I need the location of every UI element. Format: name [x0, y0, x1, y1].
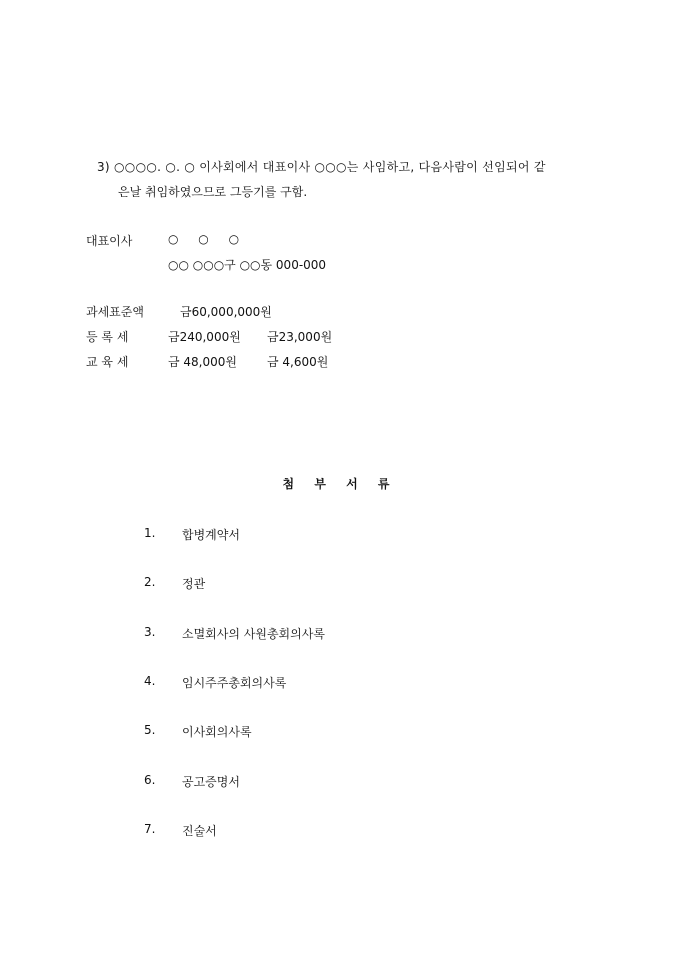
tax-label: 등 록 세 — [86, 330, 129, 344]
representative-label: 대표이사 — [86, 234, 133, 248]
attachment-item: 이사회의사록 — [182, 725, 252, 739]
attachment-item: 임시주주총회의사록 — [182, 676, 287, 690]
tax-row-registration — [86, 328, 332, 345]
tax-label: 교 육 세 — [86, 355, 129, 369]
tax-label: 과세표준액 — [86, 305, 144, 319]
attachment-number: 6. — [144, 773, 156, 787]
tax-row-education — [86, 353, 328, 370]
tax-row-base — [86, 303, 279, 320]
attachment-number: 4. — [144, 674, 156, 688]
attachments-title: 첨 부 서 류 — [282, 477, 398, 491]
attachment-item: 진술서 — [182, 824, 217, 838]
attachment-number: 1. — [144, 526, 156, 540]
resolution-paragraph — [97, 155, 637, 205]
attachment-number: 5. — [144, 723, 156, 737]
representative-name: ○ ○ ○ — [168, 232, 240, 246]
attachment-number: 7. — [144, 822, 156, 836]
representative-address: ○○ ○○○구 ○○동 000-000 — [168, 258, 327, 272]
tax-value: 금60,000,000원 — [180, 305, 272, 319]
attachment-item: 정관 — [182, 577, 206, 591]
attachment-item: 합병계약서 — [182, 528, 240, 542]
tax-value: 금 48,000원 — [168, 355, 237, 369]
tax-value: 금240,000원 — [168, 330, 241, 344]
paragraph-line-2: 은날 취임하였으므로 그등기를 구함. — [118, 185, 308, 199]
tax-value-secondary: 금 4,600원 — [267, 355, 329, 369]
attachment-item: 공고증명서 — [182, 775, 240, 789]
attachment-item: 소멸회사의 사원총회의사록 — [182, 627, 325, 641]
attachment-number: 2. — [144, 575, 156, 589]
attachment-number: 3. — [144, 625, 156, 639]
paragraph-line-1: 3) ○○○○. ○. ○ 이사회에서 대표이사 ○○○는 사임하고, 다음사람이 선임되어 같 — [97, 160, 546, 174]
tax-value-secondary: 금23,000원 — [267, 330, 333, 344]
